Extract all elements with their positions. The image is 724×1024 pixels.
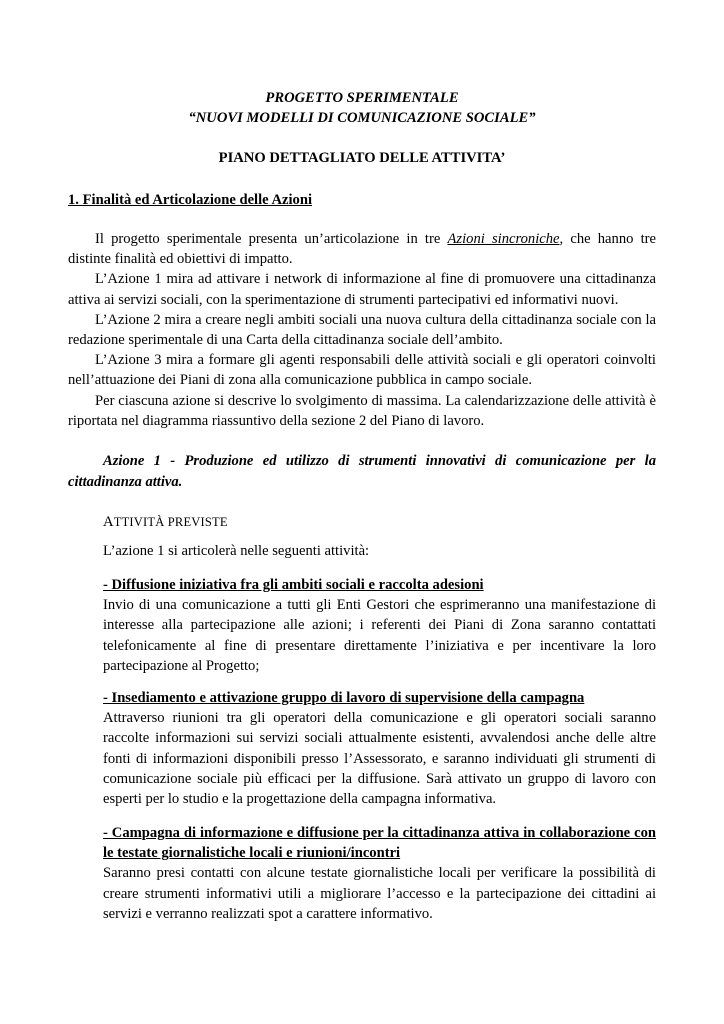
activity-heading: - Diffusione iniziativa fra gli ambiti sociali e raccolta adesioni bbox=[103, 577, 484, 593]
activity-text: Invio di una comunicazione a tutti gli Enti Gestori che esprimeranno una manifestazione di interesse alla partecipazione alle azioni; i referenti dei Piani di Zona saranno contattati telefonicamente al fine di presentare direttamente l’iniziativa e per incentivare la loro partecipazione al Progetto; bbox=[103, 597, 656, 674]
paragraph-1-text-b: , che hanno tre distinte finalità ed obiettivi di impatto. bbox=[68, 231, 656, 268]
section-body bbox=[68, 229, 656, 431]
activity-item bbox=[103, 575, 656, 676]
activity-item bbox=[103, 688, 656, 809]
activity-item bbox=[103, 823, 656, 924]
activity-text: Attraverso riunioni tra gli operatori della comunicazione e gli operatori sociali saranno raccolte informazioni sui servizi sociali attualmente esistenti, avvalendosi anche delle altre fonti di informazioni disponibili presso l’Assessorato, e saranno individuati gli strumenti di comunicazione sociale più efficaci per la diffusione. Sarà attivato un gruppo di lavoro con esperti per lo studio e la progettazione della campagna informativa. bbox=[103, 710, 656, 808]
paragraph-3: L’Azione 2 mira a creare negli ambiti sociali una nuova cultura della cittadinanza sociale con la redazione sperimentale di una Carta della cittadinanza sociale dell’ambito. bbox=[68, 311, 656, 349]
paragraph-2: L’Azione 1 mira ad attivare i network di informazione al fine di promuovere una cittadinanza attiva ai servizi sociali, con la sperimentazione di strumenti partecipativi ed informativi nuovi. bbox=[68, 271, 656, 308]
activity-heading: - Insediamento e attivazione gruppo di lavoro di supervisione della campagna bbox=[103, 690, 585, 706]
paragraph-4: L’Azione 3 mira a formare gli agenti responsabili delle attività sociali e gli operatori coinvolti nell’attuazione dei Piani di zona alla comunicazione pubblica in campo sociale. bbox=[68, 352, 656, 389]
plan-title: PIANO DETTAGLIATO DELLE ATTIVITA’ bbox=[218, 150, 506, 166]
activities-label-rest: TTIVITÀ PREVISTE bbox=[113, 515, 228, 529]
section-heading: 1. Finalità ed Articolazione delle Azioni bbox=[68, 192, 313, 208]
paragraph-1 bbox=[68, 229, 656, 269]
azioni-sincroniche-link[interactable]: Azioni sincroniche bbox=[447, 231, 560, 247]
activities-label-initial: A bbox=[103, 514, 114, 530]
project-title-line2: “NUOVI MODELLI DI COMUNICAZIONE SOCIALE” bbox=[188, 110, 536, 126]
paragraph-1-text-a: Il progetto sperimentale presenta un’articolazione in tre bbox=[95, 231, 448, 247]
azione-1-title: Azione 1 - Produzione ed utilizzo di strumenti innovativi di comunicazione per la cittadinanza attiva. bbox=[68, 453, 656, 490]
paragraph-5: Per ciascuna azione si descrive lo svolgimento di massima. La calendarizzazione delle attività è riportata nel diagramma riassuntivo della sezione 2 del Piano di lavoro. bbox=[68, 392, 656, 429]
activity-text: Saranno presi contatti con alcune testate giornalistiche locali per verificare la possibilità di creare strumenti informativi utili a migliorare l’accesso e la partecipazione dei cittadini ai servizi e verranno realizzati spot a carattere informativo. bbox=[103, 865, 656, 922]
activities-intro: L’azione 1 si articolerà nelle seguenti attività: bbox=[103, 543, 370, 559]
project-title-line1: PROGETTO SPERIMENTALE bbox=[265, 90, 459, 106]
activity-heading: - Campagna di informazione e diffusione per la cittadinanza attiva in collaborazione con le testate giornalistiche locali e riunioni/incontri bbox=[103, 825, 656, 862]
activities-label bbox=[103, 514, 228, 531]
